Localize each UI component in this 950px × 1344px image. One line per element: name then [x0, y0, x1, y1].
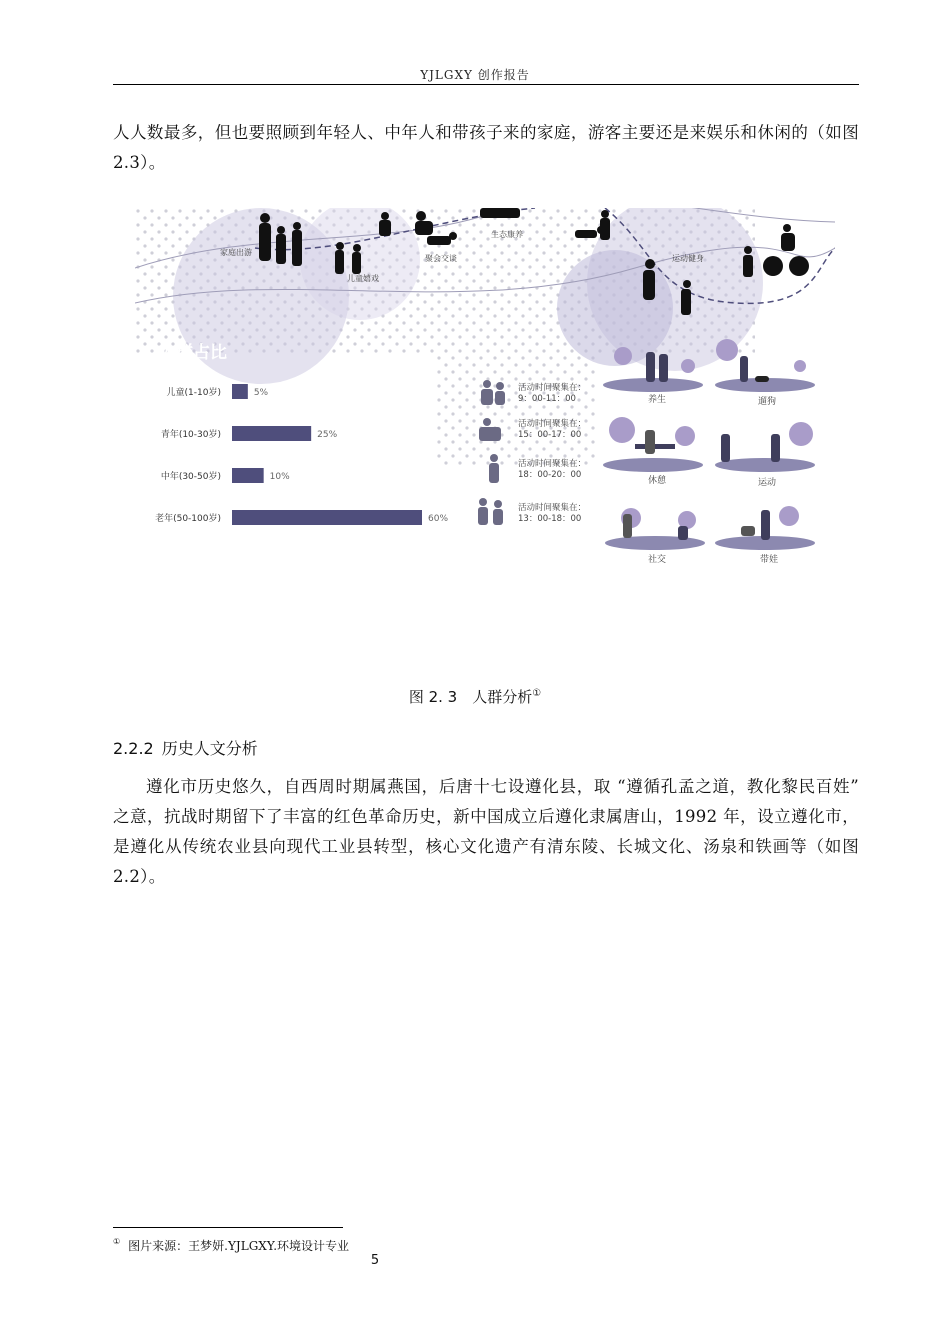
- label-exercise: 运动健身: [672, 254, 704, 263]
- scene-label-sports: 运动: [757, 478, 777, 488]
- activity-prefix-4: 活动时间聚集在：: [518, 503, 587, 513]
- footnote: [113, 1237, 349, 1254]
- page-number: 5: [370, 1253, 380, 1268]
- category-label: 中年(30-50岁): [160, 472, 221, 482]
- figure-caption: [0, 686, 950, 707]
- caption-note-mark: ①: [532, 688, 542, 699]
- bar: [232, 468, 264, 483]
- value-label: 25%: [317, 430, 338, 440]
- value-label: 5%: [253, 388, 269, 398]
- activity-time-4: 13：00-18：00: [518, 514, 582, 524]
- caption-text: 图 2. 3 人群分析: [408, 688, 533, 706]
- value-label: 60%: [428, 514, 449, 524]
- bar: [232, 384, 248, 399]
- scene-label-social: 社交: [647, 555, 667, 565]
- scene-label-childcare: 带娃: [759, 555, 779, 565]
- value-label: 10%: [269, 472, 290, 482]
- chart-title: 人群占比: [159, 343, 227, 363]
- footnote-mark: ①: [113, 1237, 121, 1246]
- activity-prefix-2: 活动时间聚集在：: [518, 419, 587, 429]
- scene-label-health: 养生: [647, 395, 667, 405]
- activity-time-1: 9：00-11：00: [518, 394, 576, 404]
- category-label: 儿童(1-10岁): [166, 388, 221, 398]
- category-label: 青年(10-30岁): [160, 430, 221, 440]
- label-eco-wellness: 生态康养: [491, 230, 523, 239]
- label-gathering: 聚会交谈: [425, 254, 457, 263]
- figure-crowd-analysis: [135, 208, 835, 578]
- label-children-play: 儿童嬉戏: [347, 274, 379, 283]
- header-rule: [113, 84, 859, 85]
- scene-illustrations: [603, 339, 815, 550]
- bar: [232, 510, 422, 525]
- label-family-outing: 家庭出游: [220, 248, 252, 257]
- category-label: 老年(50-100岁): [155, 514, 221, 524]
- section-heading: [113, 736, 258, 759]
- bar-chart: [155, 384, 448, 525]
- activity-prefix-3: 活动时间聚集在：: [518, 459, 587, 469]
- scene-label-rest: 休憩: [647, 476, 667, 486]
- section-title: 历史人文分析: [161, 739, 258, 758]
- body-paragraph-2: 遵化市历史悠久，自西周时期属燕国，后唐十七设遵化县，取 “遵循孔孟之道，教化黎民百姓” 之意，抗战时期留下了丰富的红色革命历史，新中国成立后遵化隶属唐山，1992 年，设立遵化市，是遵化从传统农业县向现代工业县转型，核心文化遗产有清东陵、长城文化、汤泉和铁画等（如图 2.2）。: [113, 777, 859, 886]
- scene-label-dog-walking: 遛狗: [757, 397, 777, 407]
- footnote-rule: [113, 1227, 343, 1228]
- footnote-text: 图片来源：王梦妍.YJLGXY.环境设计专业: [128, 1239, 350, 1253]
- activity-time-3: 18：00-20：00: [518, 470, 582, 480]
- running-header: YJLGXY 创作报告: [420, 68, 530, 82]
- activity-prefix-1: 活动时间聚集在：: [518, 383, 587, 393]
- body-paragraph-1: 人人数最多，但也要照顾到年轻人、中年人和带孩子来的家庭，游客主要还是来娱乐和休闲的（如图 2.3）。: [113, 123, 859, 172]
- bar: [232, 426, 311, 441]
- section-number: 2.2.2: [113, 739, 154, 758]
- activity-time-2: 15：00-17：00: [518, 430, 582, 440]
